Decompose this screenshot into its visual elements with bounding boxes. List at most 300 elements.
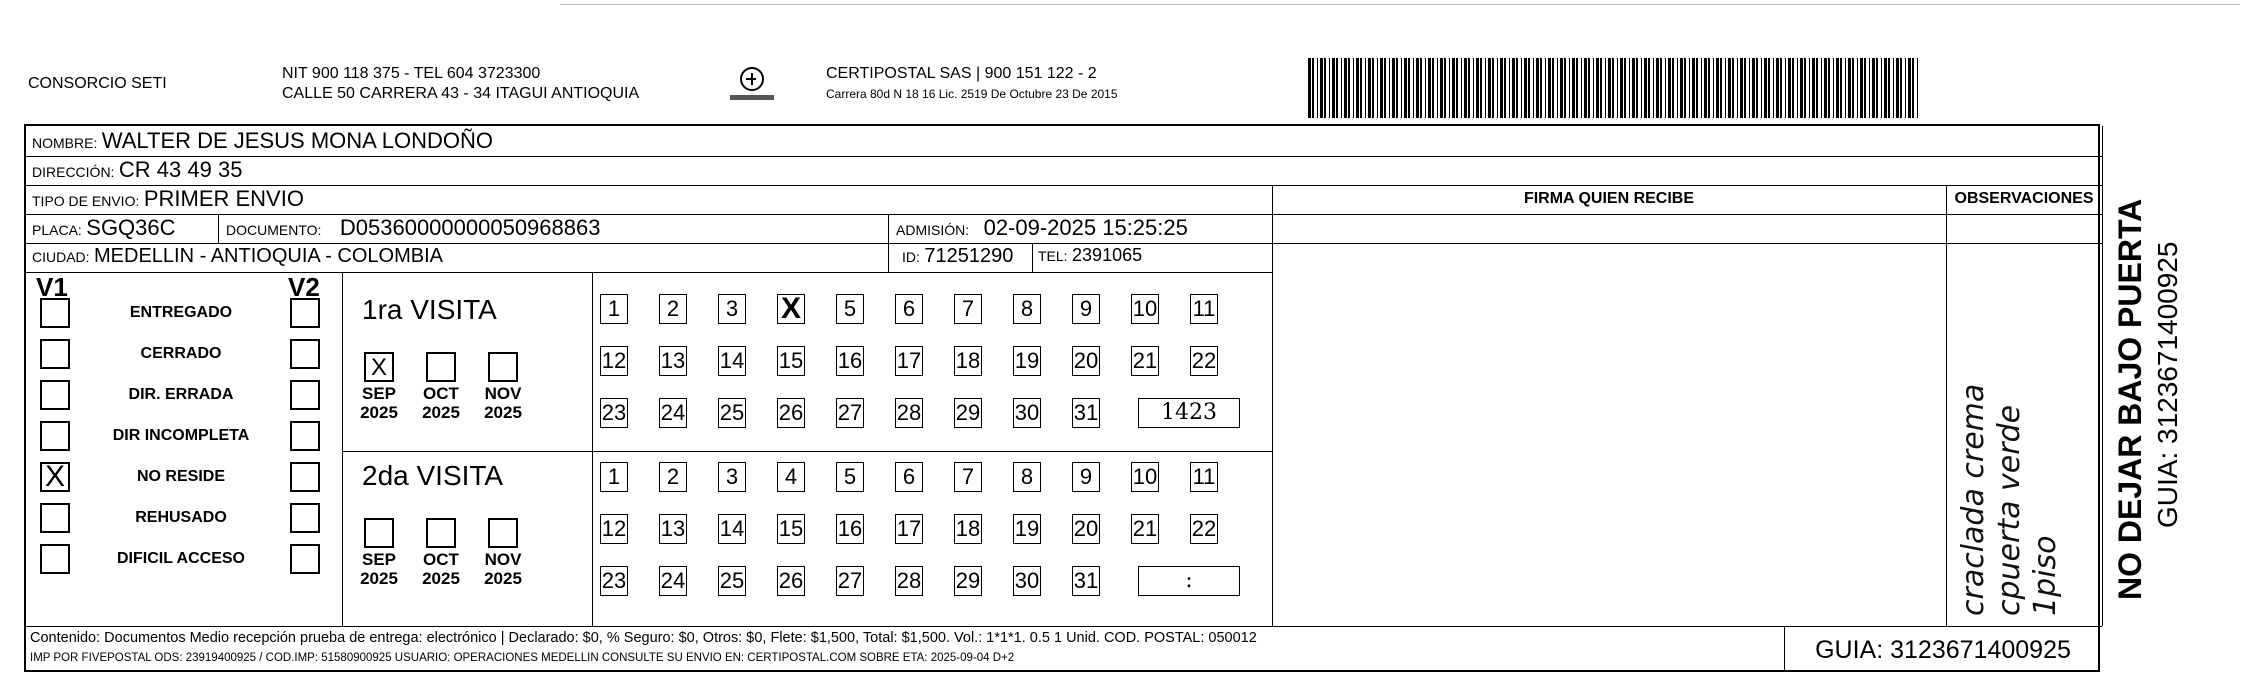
barcode-bar xyxy=(1336,58,1338,118)
ciudad-value: MEDELLIN - ANTIOQUIA - COLOMBIA xyxy=(94,245,443,267)
status-label: REHUSADO xyxy=(135,509,227,526)
day-box[interactable]: 9 xyxy=(1072,462,1100,492)
barcode-bar xyxy=(1864,58,1866,118)
day-box[interactable]: 11 xyxy=(1190,462,1218,492)
day-box[interactable]: 3 xyxy=(718,294,746,324)
v1-check-mark: X xyxy=(44,460,65,493)
year-label: 2025 xyxy=(422,569,460,588)
day-box[interactable]: 13 xyxy=(659,346,687,376)
v2-checkbox[interactable] xyxy=(290,421,320,451)
v1-checkbox[interactable] xyxy=(40,298,70,328)
year-label: 2025 xyxy=(360,569,398,588)
barcode-bar xyxy=(1456,58,1458,118)
barcode-bar xyxy=(1812,58,1815,118)
barcode-bar xyxy=(1473,58,1474,118)
day-box[interactable]: 7 xyxy=(954,462,982,492)
day-box[interactable]: 22 xyxy=(1190,346,1218,376)
barcode-bar xyxy=(1437,58,1438,118)
ciudad-label: CIUDAD: xyxy=(32,249,90,265)
barcode-bar xyxy=(1488,58,1491,118)
barcode-bar xyxy=(1476,58,1479,118)
day-box[interactable]: 21 xyxy=(1131,346,1159,376)
barcode-bar xyxy=(1425,58,1426,118)
v2-checkbox[interactable] xyxy=(290,503,320,533)
barcode-bar xyxy=(1629,58,1630,118)
day-box[interactable]: 8 xyxy=(1013,462,1041,492)
scan-top-line xyxy=(560,4,2240,5)
barcode-bar xyxy=(1725,58,1726,118)
barcode-bar xyxy=(1312,58,1314,118)
barcode-bar xyxy=(1756,58,1758,118)
tipo-label: TIPO DE ENVIO: xyxy=(32,193,140,209)
barcode-bar xyxy=(1884,58,1887,118)
barcode-bar xyxy=(1413,58,1414,118)
day-box[interactable]: 27 xyxy=(836,566,864,596)
month-label: OCT xyxy=(423,550,459,569)
delivery-form xyxy=(24,124,2100,672)
month-checkbox[interactable] xyxy=(364,518,394,548)
barcode-bar xyxy=(1728,58,1731,118)
barcode-bar xyxy=(1536,58,1539,118)
barcode-bar xyxy=(1600,58,1602,118)
barcode-bar xyxy=(1353,58,1354,118)
barcode-bar xyxy=(1420,58,1422,118)
barcode-bar xyxy=(1428,58,1431,118)
company-address: CALLE 50 CARRERA 43 - 34 ITAGUI ANTIOQUIA xyxy=(282,85,640,102)
observaciones-header: OBSERVACIONES xyxy=(1954,190,2094,207)
day-box[interactable]: X xyxy=(777,294,805,324)
barcode xyxy=(1308,58,1928,118)
day-box[interactable]: 17 xyxy=(895,514,923,544)
barcode-bar xyxy=(1840,58,1842,118)
row-tel xyxy=(1038,245,1142,266)
day-box[interactable]: 21 xyxy=(1131,514,1159,544)
barcode-bar xyxy=(1432,58,1434,118)
id-value: 71251290 xyxy=(924,245,1014,267)
barcode-bar xyxy=(1845,58,1846,118)
barcode-bar xyxy=(1593,58,1594,118)
barcode-bar xyxy=(1416,58,1419,118)
barcode-bar xyxy=(1449,58,1450,118)
day-box[interactable]: 6 xyxy=(895,294,923,324)
firma-header: FIRMA QUIEN RECIBE xyxy=(1523,190,1695,207)
barcode-bar xyxy=(1696,58,1698,118)
operator-license: Carrera 80d N 18 16 Lic. 2519 De Octubre 23 De 2015 xyxy=(826,87,1118,101)
status-label: ENTREGADO xyxy=(129,304,233,321)
barcode-bar xyxy=(1881,58,1882,118)
row-admision xyxy=(896,215,1188,241)
nombre-label: NOMBRE: xyxy=(32,135,98,151)
barcode-bar xyxy=(1461,58,1462,118)
day-box[interactable]: 20 xyxy=(1072,346,1100,376)
barcode-bar xyxy=(1377,58,1378,118)
status-label: DIFICIL ACCESO xyxy=(116,550,245,567)
barcode-bar xyxy=(1680,58,1683,118)
month-checkbox[interactable] xyxy=(488,518,518,548)
v2-checkbox[interactable] xyxy=(290,298,320,328)
barcode-bar xyxy=(1788,58,1791,118)
month-checkbox[interactable]: X xyxy=(364,352,394,382)
barcode-bar xyxy=(1464,58,1467,118)
barcode-bar xyxy=(1572,58,1575,118)
barcode-bar xyxy=(1896,58,1899,118)
year-label: 2025 xyxy=(360,403,398,422)
barcode-bar xyxy=(1317,58,1318,118)
barcode-bar xyxy=(1480,58,1482,118)
day-box[interactable]: 26 xyxy=(777,566,805,596)
month-checkbox[interactable] xyxy=(488,352,518,382)
barcode-bar xyxy=(1684,58,1686,118)
certipostal-logo-icon xyxy=(726,66,778,104)
barcode-bar xyxy=(1324,58,1326,118)
barcode-bar xyxy=(1876,58,1878,118)
day-box[interactable]: 6 xyxy=(895,462,923,492)
barcode-bar xyxy=(1708,58,1710,118)
day-box[interactable]: 27 xyxy=(836,398,864,428)
barcode-bar xyxy=(1617,58,1618,118)
barcode-bar xyxy=(1668,58,1671,118)
footer-guia: GUIA: 3123671400925 xyxy=(1815,636,2071,664)
nombre-value: WALTER DE JESUS MONA LONDOÑO xyxy=(101,128,493,153)
barcode-bar xyxy=(1396,58,1398,118)
barcode-bar xyxy=(1905,58,1906,118)
barcode-bar xyxy=(1689,58,1690,118)
barcode-bar xyxy=(1912,58,1914,118)
observaciones-handwriting xyxy=(1956,276,2064,616)
barcode-bar xyxy=(1557,58,1558,118)
barcode-bar xyxy=(1761,58,1762,118)
day-box[interactable]: 31 xyxy=(1072,566,1100,596)
barcode-bar xyxy=(1552,58,1554,118)
day-box[interactable]: 1 xyxy=(600,462,628,492)
obs-line-3: 1piso xyxy=(2028,535,2063,616)
barcode-bar xyxy=(1797,58,1798,118)
footer-imp: IMP POR FIVEPOSTAL ODS: 23919400925 / COD.IMP: 51580900925 USUARIO: OPERACIONES MEDELLIN CONSULTE SU ENVIO EN: CERTIPOSTAL.COM SOBRE ETA: 2025-09-04 D+2 xyxy=(30,652,1015,664)
day-box[interactable]: 1 xyxy=(600,294,628,324)
day-box[interactable]: 28 xyxy=(895,398,923,428)
day-box[interactable]: 30 xyxy=(1013,398,1041,428)
day-box[interactable]: 12 xyxy=(600,346,628,376)
row-ciudad xyxy=(32,245,443,268)
barcode-bar xyxy=(1492,58,1494,118)
barcode-bar xyxy=(1356,58,1359,118)
day-box[interactable]: 15 xyxy=(777,514,805,544)
barcode-bar xyxy=(1644,58,1647,118)
id-label: ID: xyxy=(902,249,920,265)
status-label: NO RESIDE xyxy=(136,468,225,485)
obs-line-2: cpuerta verde xyxy=(1992,404,2027,616)
barcode-bar xyxy=(1533,58,1534,118)
barcode-bar xyxy=(1828,58,1830,118)
day-box[interactable]: 20 xyxy=(1072,514,1100,544)
barcode-bar xyxy=(1404,58,1407,118)
barcode-bar xyxy=(1773,58,1774,118)
barcode-bar xyxy=(1509,58,1510,118)
day-box[interactable]: 23 xyxy=(600,566,628,596)
barcode-bar xyxy=(1768,58,1770,118)
barcode-bar xyxy=(1641,58,1642,118)
row-id xyxy=(902,245,1013,268)
month-label: SEP xyxy=(361,384,397,403)
barcode-bar xyxy=(1704,58,1707,118)
barcode-bar xyxy=(1624,58,1626,118)
month-label: NOV xyxy=(484,384,522,403)
day-box[interactable]: 18 xyxy=(954,514,982,544)
day-box[interactable]: 5 xyxy=(836,294,864,324)
second-visit-title: 2da VISITA xyxy=(362,460,504,491)
company-name: CONSORCIO SETI xyxy=(28,75,167,92)
barcode-bar xyxy=(1344,58,1347,118)
barcode-bar xyxy=(1380,58,1383,118)
barcode-bar xyxy=(1917,58,1918,118)
day-box[interactable]: 13 xyxy=(659,514,687,544)
status-label: DIR. ERRADA xyxy=(128,386,234,403)
day-box[interactable]: 25 xyxy=(718,566,746,596)
barcode-bar xyxy=(1752,58,1755,118)
v1-checkbox[interactable] xyxy=(40,462,70,492)
barcode-bar xyxy=(1605,58,1606,118)
day-box[interactable]: 29 xyxy=(954,566,982,596)
barcode-bar xyxy=(1776,58,1779,118)
documento-value: D05360000000050968863 xyxy=(339,215,601,240)
barcode-bar xyxy=(1332,58,1335,118)
day-box[interactable]: 10 xyxy=(1131,462,1159,492)
day-box[interactable]: 26 xyxy=(777,398,805,428)
barcode-bar xyxy=(1384,58,1386,118)
barcode-bar xyxy=(1512,58,1515,118)
barcode-bar xyxy=(1804,58,1806,118)
obs-line-1: craclada crema xyxy=(1956,383,1991,616)
barcode-bar xyxy=(1360,58,1362,118)
v1-checkbox[interactable] xyxy=(40,380,70,410)
v2-checkbox[interactable] xyxy=(290,339,320,369)
day-box[interactable]: 12 xyxy=(600,514,628,544)
barcode-bar xyxy=(1648,58,1650,118)
barcode-bar xyxy=(1452,58,1455,118)
day-box[interactable]: 16 xyxy=(836,514,864,544)
day-box[interactable]: 7 xyxy=(954,294,982,324)
month-label: OCT xyxy=(423,384,459,403)
company-nit: NIT 900 118 375 - TEL 604 3723300 xyxy=(282,65,541,82)
barcode-bar xyxy=(1497,58,1498,118)
barcode-bar xyxy=(1732,58,1734,118)
day-box[interactable]: 10 xyxy=(1131,294,1159,324)
barcode-bar xyxy=(1660,58,1662,118)
barcode-bar xyxy=(1329,58,1330,118)
barcode-bar xyxy=(1564,58,1566,118)
barcode-bar xyxy=(1893,58,1894,118)
barcode-bar xyxy=(1560,58,1563,118)
barcode-bar xyxy=(1785,58,1786,118)
day-box[interactable]: 8 xyxy=(1013,294,1041,324)
barcode-bar xyxy=(1848,58,1851,118)
day-box[interactable]: 30 xyxy=(1013,566,1041,596)
day-box[interactable]: 24 xyxy=(659,566,687,596)
barcode-bar xyxy=(1540,58,1542,118)
v1-checkbox[interactable] xyxy=(40,544,70,574)
day-box[interactable]: 18 xyxy=(954,346,982,376)
side-title: NO DEJAR BAJO PUERTA xyxy=(2112,198,2148,600)
barcode-bar xyxy=(1584,58,1587,118)
barcode-bar xyxy=(1833,58,1834,118)
first-visit-title: 1ra VISITA xyxy=(362,294,497,325)
barcode-bar xyxy=(1869,58,1870,118)
row-nombre xyxy=(32,128,493,154)
barcode-bar xyxy=(1341,58,1342,118)
barcode-bar xyxy=(1816,58,1818,118)
placa-label: PLACA: xyxy=(32,222,82,238)
direccion-value: CR 43 49 35 xyxy=(118,157,243,182)
day-box[interactable]: 5 xyxy=(836,462,864,492)
month-label: NOV xyxy=(484,550,522,569)
barcode-bar xyxy=(1504,58,1506,118)
barcode-bar xyxy=(1368,58,1371,118)
v1-checkbox[interactable] xyxy=(40,339,70,369)
row-direccion xyxy=(32,157,242,183)
barcode-bar xyxy=(1500,58,1503,118)
day-box[interactable]: 24 xyxy=(659,398,687,428)
row-placa xyxy=(32,215,176,241)
barcode-bar xyxy=(1780,58,1782,118)
v1-checkbox[interactable] xyxy=(40,503,70,533)
barcode-bar xyxy=(1576,58,1578,118)
day-box[interactable]: 15 xyxy=(777,346,805,376)
month-checkbox[interactable] xyxy=(426,518,456,548)
v2-checkbox[interactable] xyxy=(290,380,320,410)
barcode-bar xyxy=(1588,58,1590,118)
barcode-bar xyxy=(1636,58,1638,118)
barcode-bar xyxy=(1860,58,1863,118)
day-box[interactable]: 28 xyxy=(895,566,923,596)
footer-content: Contenido: Documentos Medio recepción prueba de entrega: electrónico | Declarado: $0, % Seguro: $0, Otros: $0, Flete: $1,500, Total: $1,500. Vol.: 1*1*1. 0.5 1 Unid. COD. POSTAL: 050012 xyxy=(30,630,1257,646)
barcode-bar xyxy=(1581,58,1582,118)
barcode-bar xyxy=(1716,58,1719,118)
barcode-bar xyxy=(1545,58,1546,118)
v1-header: V1 xyxy=(36,272,68,302)
barcode-bar xyxy=(1824,58,1827,118)
barcode-bar xyxy=(1569,58,1570,118)
barcode-bar xyxy=(1809,58,1810,118)
barcode-bar xyxy=(1888,58,1890,118)
barcode-bar xyxy=(1365,58,1366,118)
barcode-bar xyxy=(1389,58,1390,118)
day-box[interactable]: 19 xyxy=(1013,514,1041,544)
barcode-bar xyxy=(1857,58,1858,118)
operator-name: CERTIPOSTAL SAS | 900 151 122 - 2 xyxy=(826,65,1097,82)
barcode-bar xyxy=(1792,58,1794,118)
barcode-bar xyxy=(1692,58,1695,118)
barcode-bar xyxy=(1548,58,1551,118)
barcode-bar xyxy=(1524,58,1527,118)
barcode-bar xyxy=(1872,58,1875,118)
month-checkbox[interactable] xyxy=(426,352,456,382)
barcode-bar xyxy=(1744,58,1746,118)
barcode-bar xyxy=(1908,58,1911,118)
barcode-bar xyxy=(1713,58,1714,118)
v1-checkbox[interactable] xyxy=(40,421,70,451)
barcode-bar xyxy=(1800,58,1803,118)
day-box[interactable]: 11 xyxy=(1190,294,1218,324)
day-box[interactable]: 3 xyxy=(718,462,746,492)
day-box[interactable]: 14 xyxy=(718,346,746,376)
year-label: 2025 xyxy=(422,403,460,422)
barcode-bar xyxy=(1665,58,1666,118)
month-label: SEP xyxy=(361,550,397,569)
barcode-bar xyxy=(1372,58,1374,118)
barcode-bar xyxy=(1308,58,1311,118)
tipo-value: PRIMER ENVIO xyxy=(143,186,304,211)
barcode-bar xyxy=(1852,58,1854,118)
admision-value: 02-09-2025 15:25:25 xyxy=(983,215,1188,240)
day-box[interactable]: 2 xyxy=(659,462,687,492)
barcode-bar xyxy=(1740,58,1743,118)
barcode-bar xyxy=(1521,58,1522,118)
tel-value: 2391065 xyxy=(1072,245,1143,265)
year-label: 2025 xyxy=(484,569,522,588)
barcode-bar xyxy=(1348,58,1350,118)
barcode-bar xyxy=(1408,58,1410,118)
barcode-bar xyxy=(1516,58,1518,118)
v2-checkbox[interactable] xyxy=(290,462,320,492)
day-box[interactable]: 16 xyxy=(836,346,864,376)
barcode-bar xyxy=(1440,58,1443,118)
day-box[interactable]: 14 xyxy=(718,514,746,544)
time-box[interactable]: 1423 xyxy=(1138,398,1240,428)
day-box[interactable]: 17 xyxy=(895,346,923,376)
placa-value: SGQ36C xyxy=(86,215,176,240)
day-box[interactable]: 2 xyxy=(659,294,687,324)
barcode-bar xyxy=(1444,58,1446,118)
day-box[interactable]: 23 xyxy=(600,398,628,428)
day-box[interactable]: 4 xyxy=(777,462,805,492)
barcode-bar xyxy=(1737,58,1738,118)
barcode-bar xyxy=(1596,58,1599,118)
barcode-bar xyxy=(1656,58,1659,118)
row-documento xyxy=(226,215,600,241)
barcode-bar xyxy=(1392,58,1395,118)
time-box[interactable]: : xyxy=(1138,566,1240,596)
barcode-bar xyxy=(1701,58,1702,118)
status-label: DIR INCOMPLETA xyxy=(112,427,250,444)
day-box[interactable]: 19 xyxy=(1013,346,1041,376)
day-box[interactable]: 25 xyxy=(718,398,746,428)
barcode-bar xyxy=(1836,58,1839,118)
barcode-bar xyxy=(1320,58,1323,118)
barcode-bar xyxy=(1608,58,1611,118)
barcode-bar xyxy=(1764,58,1767,118)
day-box[interactable]: 29 xyxy=(954,398,982,428)
barcode-bar xyxy=(1677,58,1678,118)
day-box[interactable]: 9 xyxy=(1072,294,1100,324)
status-label: CERRADO xyxy=(140,345,222,362)
barcode-bar xyxy=(1900,58,1902,118)
day-box[interactable]: 31 xyxy=(1072,398,1100,428)
v2-header: V2 xyxy=(288,272,320,302)
barcode-bar xyxy=(1653,58,1654,118)
barcode-bar xyxy=(1468,58,1470,118)
day-box[interactable]: 22 xyxy=(1190,514,1218,544)
side-guia: GUIA: 3123671400925 xyxy=(2152,241,2183,528)
tel-label: TEL: xyxy=(1038,248,1068,264)
barcode-bar xyxy=(1401,58,1402,118)
barcode-bar xyxy=(1821,58,1822,118)
admision-label: ADMISIÓN: xyxy=(896,222,970,238)
barcode-bar xyxy=(1632,58,1635,118)
barcode-bar xyxy=(1749,58,1750,118)
barcode-bar xyxy=(1485,58,1486,118)
barcode-bar xyxy=(1612,58,1614,118)
v2-checkbox[interactable] xyxy=(290,544,320,574)
